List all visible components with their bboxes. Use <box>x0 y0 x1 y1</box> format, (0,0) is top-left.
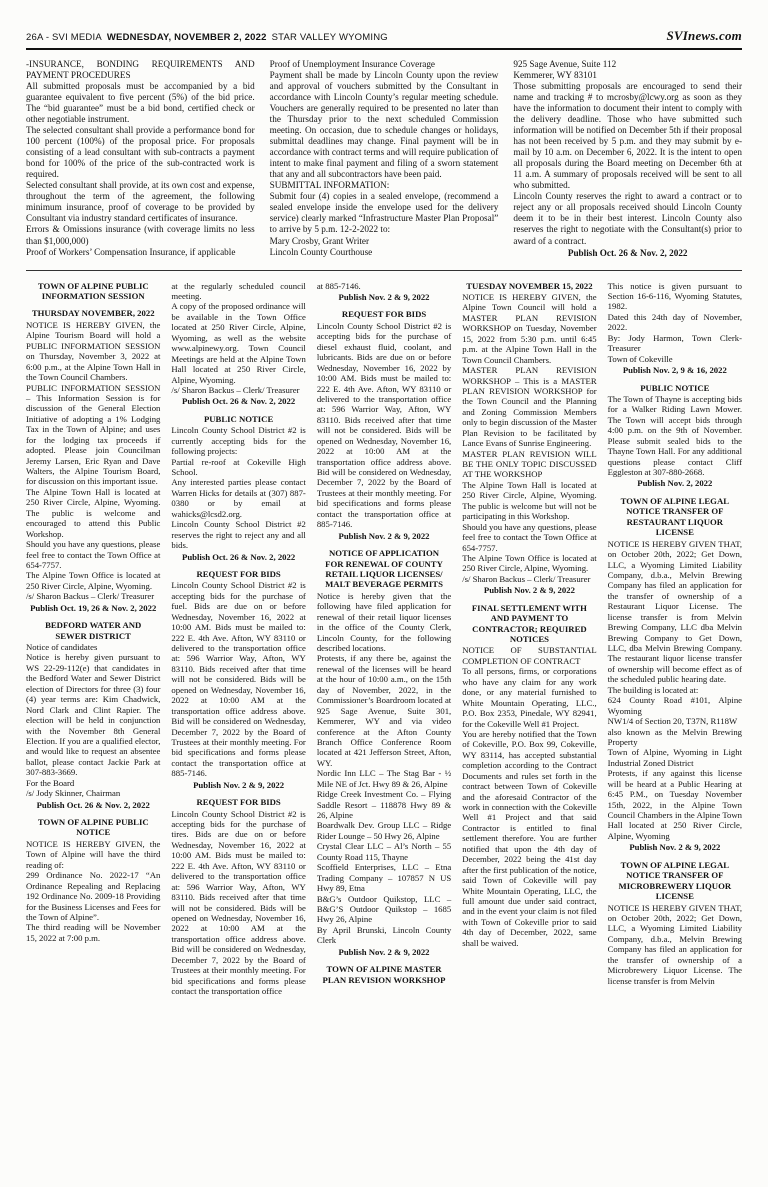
notice-paragraph: The Alpine Town Hall is located at 250 River Circle, Alpine, Wyoming. The public is welcome and encouraged to attend this Public Workshop. <box>26 486 161 539</box>
notice-heading: TOWN OF ALPINE LEGAL NOTICE TRANSFER OF MICROBREWERY LIQUOR LICENSE <box>618 859 732 902</box>
notice-paragraph: Any interested parties please contact Warren Hicks for details at (307) 887-0380 or by email at wahicks@lcsd2.org. <box>171 477 306 519</box>
notice-paragraph: NOTICE IS HEREBY GIVEN, the Alpine Tourism Board will hold a PUBLIC INFORMATION SESSION on Thursday, November 3, 2022 at 6:00 p.m., at the Alpine Town Hall in the Town Council Chambers. <box>26 319 161 383</box>
notice-paragraph: Lincoln County School District #2 is accepting bids for the purchase of diesel exhaust fluid, coolant, and lubricants. Bids are due on or before Wednesday, November 16, 2022 by 10:00 AM. Bids must be mailed to: 222 E. 4th Ave. Afton, WY 83110 or delivered to the transportation office at: 596 Warrior Way, Afton, WY 83110. Bids received after that time will not be considered. Bids will be opened on Wednesday, November 16, 2022 at 10:00 AM at the transportation office address above. Bid will be considered on Wednesday, December 7, 2022 by the Board of Trustees at their monthly meeting. For bid specifications and forms please contact the transportation office at 885-7146. <box>316 320 452 530</box>
page-number-label: 26A - SVI MEDIA <box>26 32 102 43</box>
notice-heading: REQUEST FOR BIDS <box>341 309 427 320</box>
notice-paragraph: By April Brunski, Lincoln County Clerk <box>316 924 452 946</box>
legal-notices-section <box>26 281 742 997</box>
notice-heading: REQUEST FOR BIDS <box>196 797 281 808</box>
notice-paragraph: B&G’s Outdoor Quikstop, LLC – B&G’S Outdoor Quikstop – 1685 Hwy 26, Alpine <box>316 893 452 925</box>
notice-paragraph: You are hereby notified that the Town of Cokeville, P.O. Box 99, Cokeville, WY 83114, has accepted substantial completion according to the Contract Documents and rules set forth in the contract between Town of Cokeville and the aforesaid Contractor of the work in connection with the Cokeville Well #1 Project and that said Contractor is entitled to final settlement therefore. You are further notified that upon the 4th day of December, 2022 being the 41st day after the first publication of the notice, said Town of Cokeville will pay White Mountain Operating, LLC, the full amount due under said contract, and in the event your claim is not filed with Town of Cokeville prior to said 4th day of December, 2022, same shall be waived. <box>462 728 597 948</box>
notice-paragraph: MASTER PLAN REVISION WILL BE THE ONLY TOPIC DISCUSSED AT THE WORKSHOP <box>462 448 597 480</box>
notice-paragraph: at the regularly scheduled council meeting. <box>171 280 306 301</box>
notice-heading: TUESDAY NOVEMBER 15, 2022 <box>466 280 593 291</box>
notice-heading: REQUEST FOR BIDS <box>196 568 281 579</box>
text-column <box>513 59 742 261</box>
notice-paragraph: -INSURANCE, BONDING REQUIREMENTS AND PAYMENT PROCEDURES <box>26 59 255 81</box>
top-notice-section <box>26 59 742 261</box>
text-column <box>26 281 160 997</box>
publish-line: Publish Oct. 26 & Nov. 2, 2022 <box>182 551 296 562</box>
notice-paragraph: A copy of the proposed ordinance will be available in the Town Office located at 250 River Circle, Alpine, Wyoming, as well as the website www.alpinewy.org. Town Council Meetings are held at the Alpine Town Hall located at 250 River Circle, Alpine, Wyoming. <box>171 301 306 385</box>
notice-paragraph: NOTICE IS HEREBY GIVEN THAT, on October 20th, 2022; Get Down, LLC, a Wyoming Limited Liability Company, d.b.a., Melvin Brewing Company has filed an application for the transfer of ownership of a Microbrewery Liquor License. The license transfer is from Melvin <box>607 902 743 986</box>
publish-line: Publish Oct. 19, 26 & Nov. 2, 2022 <box>30 602 157 613</box>
publish-line: Publish Nov. 2 & 9, 2022 <box>483 585 575 596</box>
notice-heading: BEDFORD WATER AND SEWER DISTRICT <box>45 620 142 641</box>
notice-paragraph: Partial re-roof at Cokeville High School. <box>171 456 306 477</box>
notice-paragraph: The Town of Thayne is accepting bids for a Walker Riding Lawn Mower. The Town will accept bids through 4:00 p.m. on the 9th of November. Please submit sealed bids to the Thayne Town Hall. For any additional questions please contact Cliff Eggleston at 307-880-2668. <box>607 393 743 477</box>
notice-heading: TOWN OF ALPINE LEGAL NOTICE TRANSFER OF RESTAURANT LIQUOR LICENSE <box>620 495 730 538</box>
notice-paragraph: By: Jody Harmon, Town Clerk-Treasurer <box>607 332 743 354</box>
notice-paragraph: Town of Alpine, Wyoming in Light Industrial Zoned District <box>607 747 743 768</box>
notice-paragraph: /s/ Sharon Backus – Clerk/ Treasurer <box>171 384 300 395</box>
notice-paragraph: PUBLIC INFORMATION SESSION – This Information Session is for discussion of the General Election Initiative of adopting a 1% Lodging Tax in the Town of Alpine; and uses for the lodging tax proceeds if adopted. Please join Councilman Jeremy Larsen, Eric Ryan and Dave Walters, the Alpine Tourism Board, for discussion on this important issue. <box>26 382 161 487</box>
notice-heading: THURSDAY NOVEMBER, 2022 <box>31 308 155 319</box>
notice-paragraph: Ridge Creek Investment Co. – Flying Saddle Resort – 118878 Hwy 89 & 26, Alpine <box>316 789 452 820</box>
notice-paragraph: MASTER PLAN REVISION WORKSHOP – This is a MASTER PLAN REVISION WORKSHOP for the Town Council and the Planning and Zoning Commission Members only to begin discussion of the Master Plan Revision to be facilitated by Lance Evans of Sunrise Engineering. <box>462 365 597 449</box>
notice-paragraph: Lincoln County School District #2 is accepting bids for the purchase of tires. Bids are due on or before Wednesday, November 16, 2022 at 10:00 AM. Bids must be mailed to: 222 E. 4th Ave. Afton, WY 83110 or delivered to the transportation office at: 596 Warrior Way, Afton, WY 83110. Bids received after that time will not be considered. Bids will be opened on Wednesday, November 16, 2022 at 10:00 AM at the transportation office address above. Bid will be considered on Wednesday, December 7, 2022 by the Board of Trustees at their monthly meeting. For bid specifications and forms please contact the transportation office <box>171 808 306 996</box>
notice-paragraph: Should you have any questions, please feel free to contact the Town Office at 654-7757. <box>26 539 161 570</box>
text-column <box>462 281 596 997</box>
publish-line: Publish Nov. 2 & 9, 2022 <box>629 842 721 853</box>
notice-paragraph: Kemmerer, WY 83101 <box>513 70 597 81</box>
notice-paragraph: NOTICE IS HEREBY GIVEN, the Town of Alpine will have the third reading of: <box>26 838 161 870</box>
notice-heading: PUBLIC NOTICE <box>640 382 710 393</box>
notice-paragraph: SUBMITTAL INFORMATION: <box>269 180 390 191</box>
notice-heading: FINAL SETTLEMENT WITH AND PAYMENT TO CONTRACTOR; REQUIRED NOTICES <box>471 602 587 644</box>
header-rule <box>26 48 742 50</box>
header-date: WEDNESDAY, NOVEMBER 2, 2022 <box>106 32 267 43</box>
publish-line: Publish Nov. 2 & 9, 2022 <box>338 530 430 541</box>
notice-paragraph: Proof of Workers’ Compensation Insurance, if applicable <box>26 246 236 257</box>
notice-heading: TOWN OF ALPINE PUBLIC INFORMATION SESSION <box>37 280 149 301</box>
notice-paragraph: Dated this 24th day of November, 2022. <box>607 311 743 333</box>
notice-paragraph: The selected consultant shall provide a performance bond for 100 percent (100%) of the proposal price. For proposals consisting of a lead consultant with sub-contracts a payment bond for 100% of the price of the sub-contracted work is required. <box>26 125 255 180</box>
notice-heading: TOWN OF ALPINE MASTER PLAN REVISION WORKSHOP <box>322 964 446 985</box>
section-divider-rule <box>26 270 742 271</box>
notice-paragraph: NOTICE IS HEREBY GIVEN THAT, on October 20th, 2022; Get Down, LLC, a Wyoming Limited Liability Company, d.b.a., Melvin Brewing Company has filed an application for the transfer of ownership of a Restaurant Liquor License. The license transfer is from Melvin Brewing Company, LLC dba Melvin Brewing Company to Get Down, LLC, dba Melvin Brewing Company. The restaurant liquor license transfer of ownership will become effect as of the scheduled public hearing date. <box>607 538 743 685</box>
publish-line: Publish Nov. 2, 9 & 16, 2022 <box>622 365 727 376</box>
notice-paragraph: All submitted proposals must be accompanied by a bid guarantee equivalent to five percent (5%) of the bid price. The “bid guarantee” must be a bid bond, certified check or other negotiable instrument. <box>26 81 255 125</box>
notice-paragraph: Scoffield Enterprises, LLC – Etna Trading Company – 107857 N US Hwy 89, Etna <box>316 862 452 894</box>
notice-paragraph: Lincoln County reserves the right to award a contract or to reject any or all proposals received should Lincoln County deem it to be in their best interest. Lincoln County also reserves the right to negotiate with the Consultant(s) prior to award of a contract. <box>513 191 743 246</box>
notice-paragraph: The Alpine Town Office is located at 250 River Circle, Alpine, Wyoming. <box>462 552 597 574</box>
header-region: STAR VALLEY WYOMING <box>271 32 388 43</box>
notice-paragraph: Boardwalk Dev. Group LLC – Ridge Rider Lounge – 50 Hwy 26, Alpine <box>316 820 452 841</box>
notice-paragraph: Should you have any questions, please feel free to contact the Town Office at 654-7757. <box>462 521 597 553</box>
notice-paragraph: The Alpine Town Office is located at 250 River Circle, Alpine, Wyoming. <box>26 570 161 591</box>
notice-paragraph: Lincoln County School District #2 is accepting bids for the purchase of fuel. Bids are due on or before Wednesday, November 16, 2022 at 10:00 AM. Bids must be mailed to: 222 E. 4th Ave. Afton, WY 83110 or delivered to the transportation office at: 596 Warrior Way, Afton, WY 83110. Bids received after that time will not be considered. Bids will be opened on Wednesday, November 16, 2022 at 10:00 AM at the transportation office address above. Bid will be considered on Wednesday, December 7, 2022 by the Board of Trustees at their monthly meeting. For bid specifications and forms please contact the transportation office at 885-7146. <box>171 580 306 779</box>
notice-paragraph: 624 County Road #101, Alpine Wyoming <box>607 695 743 716</box>
notice-paragraph: Payment shall be made by Lincoln County upon the review and approval of vouchers submitted by the Consultant in accordance with Lincoln County’s regular meeting schedule. Vouchers are generally required to be presented no later than the Thursday prior to the next scheduled Commission meeting. On occasion, due to schedule changes or holidays, submittal deadlines may change. Final payment will be in accordance with contract terms and will require publication of intent to make final payment and filing of a sworn statement that any and all subcontractors have been paid. <box>269 70 499 180</box>
notice-paragraph: Selected consultant shall provide, at its own cost and expense, throughout the term of the agreement, the following minimum insurance, proof of coverage to be provided by Consultant via industry standard certificates of insurance. <box>26 180 255 224</box>
site-url[interactable]: SVInews.com <box>666 28 742 43</box>
publish-line: Publish Oct. 26 & Nov. 2, 2022 <box>36 799 150 810</box>
notice-paragraph: /s/ Jody Skinner, Chairman <box>26 788 121 799</box>
publish-line: Publish Nov. 2 & 9, 2022 <box>338 292 430 302</box>
notice-paragraph: Lincoln County Courthouse <box>269 246 373 257</box>
notice-paragraph: Protests, if any there be, against the renewal of the licenses will be heard at the hour of 10:00 a.m., on the 15th day of November, 2022, in the Commissioner’s Boardroom located at 925 Sage Avenue, Suite 301, Kemmerer, WY and via video conference at the Afton County Branch Office Conference Room located at 421 Jefferson Street, Afton, WY. <box>316 653 452 768</box>
text-column <box>26 59 255 261</box>
text-column <box>270 59 499 261</box>
notice-paragraph: Notice is hereby given that the following have filed application for renewal of their retail liquor licenses in the office of the County Clerk, Lincoln County, for the following described locations. <box>316 590 452 653</box>
publish-line: Publish Oct. 26 & Nov. 2, 2022 <box>567 247 688 258</box>
notice-paragraph: Crystal Clear LLC – Al’s North – 55 County Road 115, Thayne <box>316 841 452 862</box>
notice-paragraph: also known as the Melvin Brewing Property <box>607 726 743 747</box>
page-header <box>26 28 742 48</box>
notice-paragraph: Proof of Unemployment Insurance Coverage <box>269 59 435 69</box>
publish-line: Publish Nov. 2 & 9, 2022 <box>338 946 430 957</box>
notice-paragraph: /s/ Sharon Backus – Clerk/ Treasurer <box>462 573 591 584</box>
notice-paragraph: The Alpine Town Hall is located at 250 River Circle, Alpine, Wyoming. The public is welcome but will not be participating in this Workshop. <box>462 479 597 522</box>
notice-paragraph: Town of Cokeville <box>607 353 673 364</box>
text-column <box>317 281 451 997</box>
notice-paragraph: NOTICE OF SUBSTANTIAL COMPLETION OF CONTRACT <box>462 645 597 666</box>
notice-paragraph: Mary Crosby, Grant Writer <box>269 235 370 246</box>
notice-paragraph: Errors & Omissions insurance (with coverage limits no less than $1,000,000) <box>26 224 255 246</box>
notice-paragraph: Nordic Inn LLC – The Stag Bar - ½ Mile NE of Jct. Hwy 89 & 26, Alpine <box>316 768 452 789</box>
notice-paragraph: at 885-7146. <box>316 280 361 291</box>
header-left <box>26 32 388 43</box>
notice-paragraph: To all persons, firms, or corporations who have any claim for any work done, or any material furnished to White Mountain Operating, LLC., P.O. Box 2353, Pinedale, WY 82941, for the Cokeville Well #1 Project. <box>462 666 597 729</box>
publish-line: Publish Oct. 26 & Nov. 2, 2022 <box>182 396 296 407</box>
publish-line: Publish Nov. 2 & 9, 2022 <box>193 779 285 790</box>
notice-paragraph: NOTICE IS HEREBY GIVEN, the Alpine Town Council will hold a MASTER PLAN REVISION WORKSHOP on Tuesday, November 15, 2022 from 5:30 p.m. until 6:45 p.m. at the Alpine Town Hall in the Town Council Chambers. <box>462 292 597 365</box>
notice-paragraph: Notice is hereby given pursuant to WS 22-29-112(e) that candidates in the Bedford Water and Sewer District election of Directors for three (3) four (4) year terms are: Kim Chadwick, Nord Clark and Clint Rapier. The election will be held in conjunction with the November 8th General Election. If you are a qualified elector, and would like to request an absentee ballot, please contact Jackie Park at 307-883-3669. <box>26 652 161 778</box>
notice-paragraph: NW1/4 of Section 20, T37N, R118W <box>607 716 738 727</box>
notice-paragraph: 299 Ordinance No. 2022-17 “An Ordinance Repealing and Replacing 192 Ordinance No. 2009-18 Providing for the Business Licenses and Fees for the Town of Alpine”. <box>26 870 161 922</box>
notice-heading: NOTICE OF APPLICATION FOR RENEWAL OF COUNTY RETAIL LIQUOR LICENSES/ MALT BEVERAGE PERMITS <box>325 548 443 590</box>
notice-paragraph: Protests, if any against this license will be heard at a Public Hearing at 6:45 P.M., on Tuesday November 15th, 2022, in the Alpine Town Council Chambers in the Alpine Town Hall located at 250 River Circle, Alpine, Wyoming <box>607 768 743 841</box>
notice-heading: TOWN OF ALPINE PUBLIC NOTICE <box>37 817 149 838</box>
notice-paragraph: /s/ Sharon Backus – Clerk/ Treasurer <box>26 591 155 602</box>
notice-paragraph: This notice is given pursuant to Section 16-6-116, Wyoming Statutes, 1982. <box>607 280 743 312</box>
notice-paragraph: Submit four (4) copies in a sealed envelope, (recommend a sealed envelope inside the envelope used for the delivery service) clearly marked “Infrastructure Master Plan Proposal” to arrive by 5 p.m. 12-2-2022 to: <box>269 191 499 235</box>
notice-paragraph: 925 Sage Avenue, Suite 112 <box>513 59 617 69</box>
notice-heading: PUBLIC NOTICE <box>203 413 274 424</box>
text-column <box>608 281 742 997</box>
notice-paragraph: Those submitting proposals are encouraged to send their name and tracking # to mcrosby@lcwy.org as soon as they have the information to document their intent to comply with the delivery deadline. Those who have submitted such information will be notified on December 5th if their proposal has not been received by 5 p.m. and they may submit by e-mail by 10 a.m. on December 6, 2022. It is the intent to open all proposals during the Board meeting on December 6th at 11 a.m. A summary of proposals received will be sent to all who submitted. <box>513 81 743 191</box>
publish-line: Publish Nov. 2, 2022 <box>637 478 713 489</box>
notice-paragraph: For the Board <box>26 777 75 788</box>
text-column <box>171 281 305 997</box>
notice-paragraph: Lincoln County School District #2 reserves the right to reject any and all bids. <box>171 519 306 551</box>
notice-paragraph: Lincoln County School District #2 is currently accepting bids for the following projects: <box>171 425 306 457</box>
notice-paragraph: The third reading will be November 15, 2022 at 7:00 p.m. <box>26 922 161 943</box>
notice-paragraph: Notice of candidates <box>26 642 98 652</box>
notice-paragraph: The building is located at: <box>607 684 699 695</box>
